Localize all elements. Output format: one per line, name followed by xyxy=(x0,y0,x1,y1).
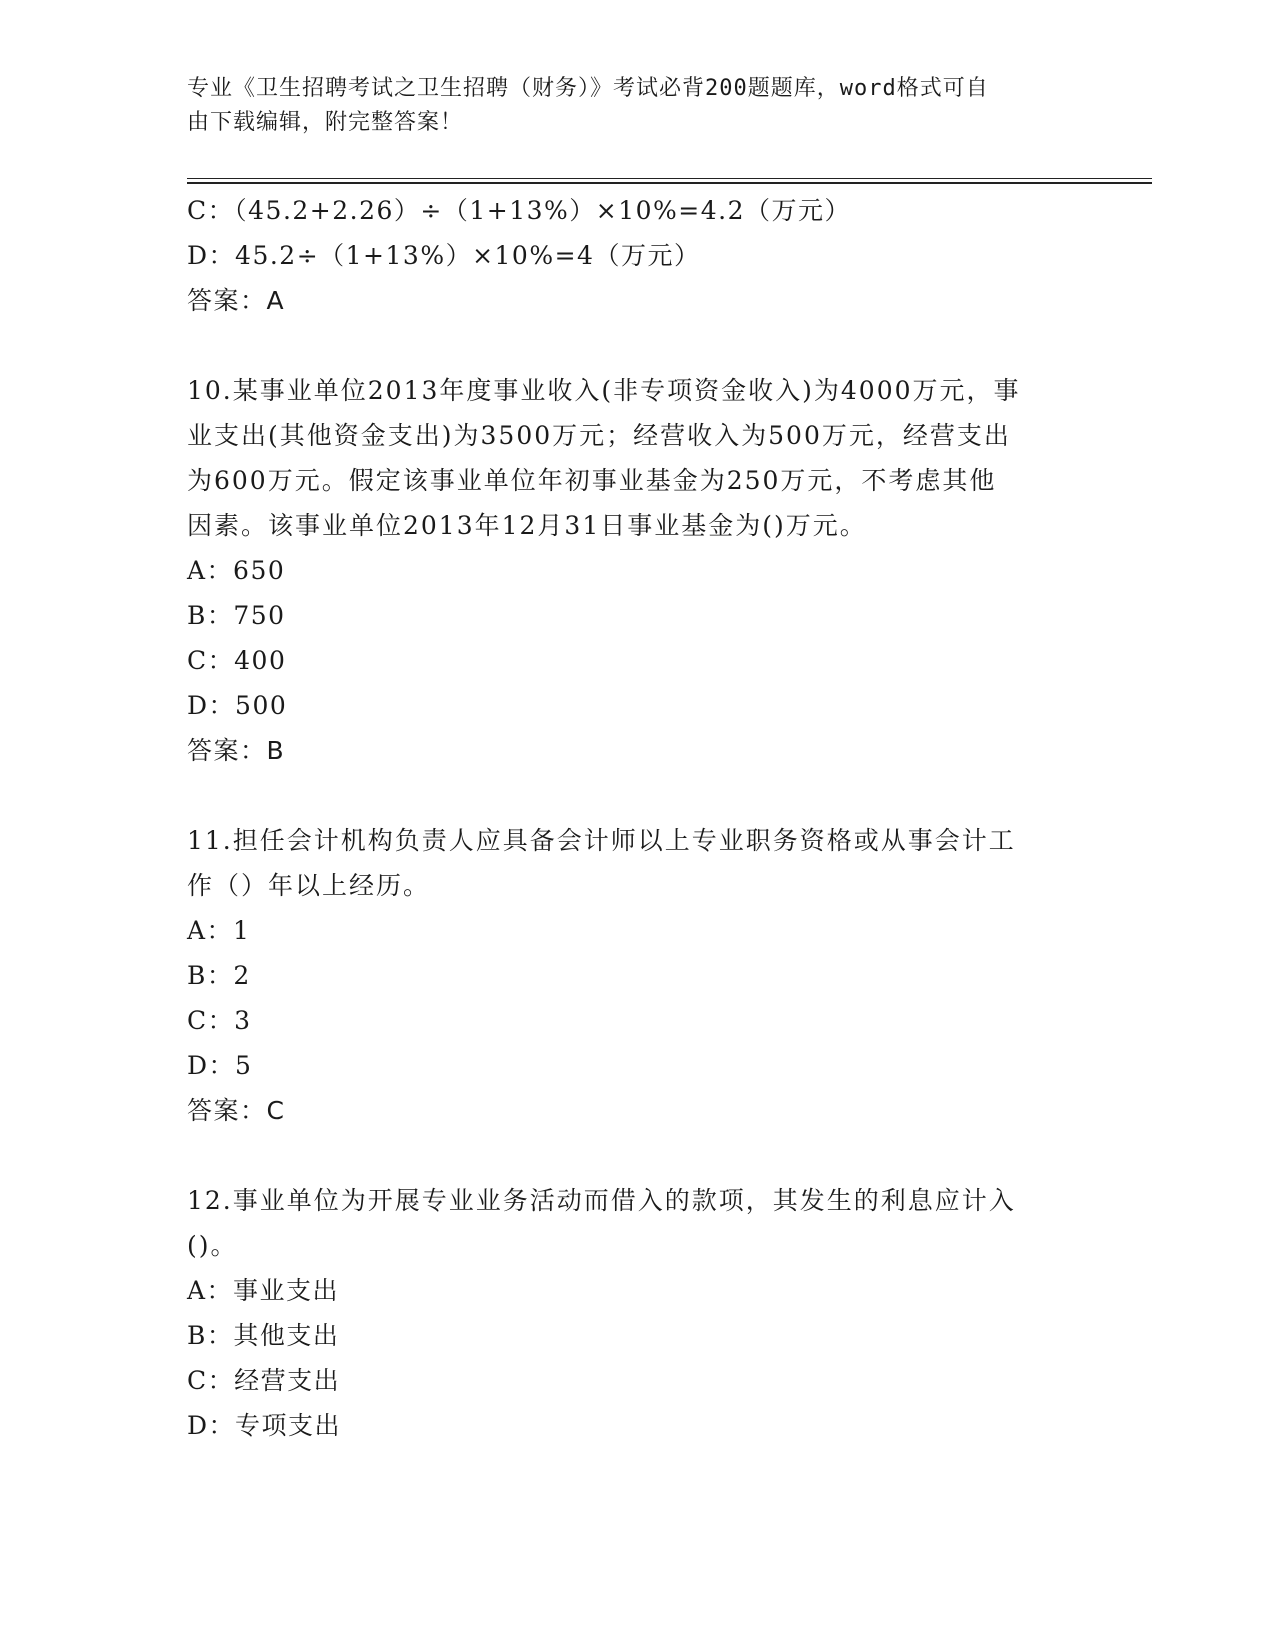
option-b: B：其他支出 xyxy=(187,1321,340,1350)
option-d: D：专项支出 xyxy=(187,1411,342,1440)
answer-line: 答案：B xyxy=(187,736,286,765)
question-content xyxy=(187,188,1067,1448)
answer-line: 答案：C xyxy=(187,1096,286,1125)
question-10 xyxy=(187,368,1067,773)
option-d: D：500 xyxy=(187,691,288,720)
option-b: B：2 xyxy=(187,961,251,990)
question-text-line: 业支出(其他资金支出)为3500万元；经营收入为500万元，经营支出 xyxy=(187,421,1011,450)
question-11 xyxy=(187,818,1067,1133)
question-text-line: 作（）年以上经历。 xyxy=(187,871,431,900)
question-text-line: 因素。该事业单位2013年12月31日事业基金为()万元。 xyxy=(187,511,867,540)
document-header xyxy=(187,72,1067,140)
spacer xyxy=(187,773,1067,818)
header-line-2: 由下载编辑，附完整答案！ xyxy=(187,110,464,135)
answer-line: 答案：A xyxy=(187,286,286,315)
previous-question-tail xyxy=(187,188,1067,323)
header-divider-thick xyxy=(187,182,1152,184)
header-divider-thin xyxy=(187,178,1152,179)
option-d: D：45.2÷（1+13%）×10%=4（万元） xyxy=(187,241,701,270)
option-a: A：650 xyxy=(187,556,286,585)
option-d: D：5 xyxy=(187,1051,253,1080)
question-text-line: 12.事业单位为开展专业业务活动而借入的款项，其发生的利息应计入 xyxy=(187,1186,1016,1215)
question-12 xyxy=(187,1178,1067,1448)
header-line-1: 专业《卫生招聘考试之卫生招聘（财务）》考试必背200题题库，word格式可自 xyxy=(187,76,989,101)
option-c: C：400 xyxy=(187,646,287,675)
question-text-line: 为600万元。假定该事业单位年初事业基金为250万元，不考虑其他 xyxy=(187,466,997,495)
option-a: A：1 xyxy=(187,916,251,945)
question-text-line: ()。 xyxy=(187,1231,238,1260)
question-text-line: 10.某事业单位2013年度事业收入(非专项资金收入)为4000万元，事 xyxy=(187,376,1021,405)
option-c: C：3 xyxy=(187,1006,252,1035)
spacer xyxy=(187,323,1067,368)
option-a: A：事业支出 xyxy=(187,1276,340,1305)
option-b: B：750 xyxy=(187,601,286,630)
question-text-line: 11.担任会计机构负责人应具备会计师以上专业职务资格或从事会计工 xyxy=(187,826,1016,855)
option-c: C：经营支出 xyxy=(187,1366,341,1395)
option-c: C：（45.2+2.26）÷（1+13%）×10%=4.2（万元） xyxy=(187,196,851,225)
spacer xyxy=(187,1133,1067,1178)
